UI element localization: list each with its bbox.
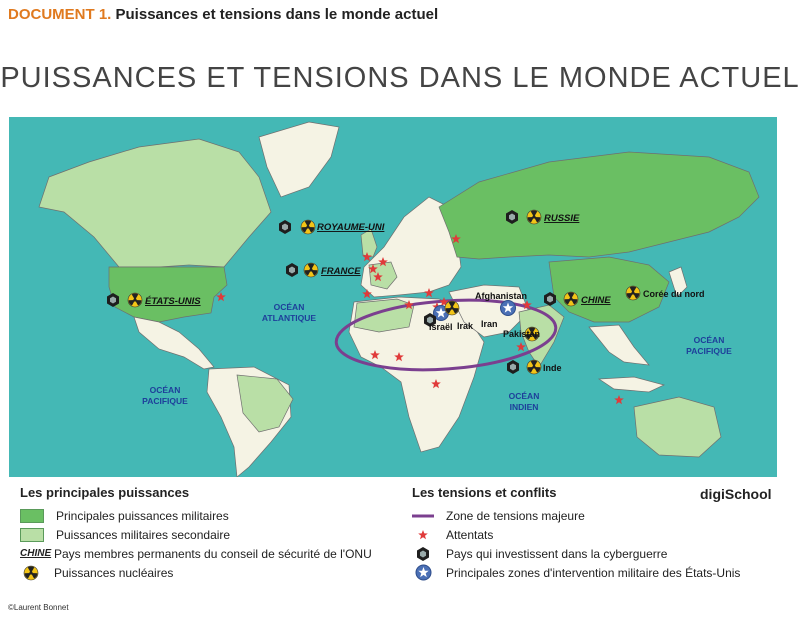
legend-row-permanent: [20, 544, 372, 563]
legend-row-cyber: [412, 544, 740, 563]
legend-tensions-title: Les tensions et conflits: [412, 485, 557, 500]
credit: ©Laurent Bonnet: [8, 603, 69, 612]
label-china: CHINE: [581, 295, 611, 306]
ocean-pacific-west-line2: PACIFIQUE: [142, 396, 188, 406]
legend-secondary-label: Puissances militaires secondaire: [56, 527, 231, 542]
world-map: [9, 117, 777, 477]
label-france: FRANCE: [321, 266, 361, 277]
label-india: Inde: [543, 363, 562, 373]
legend-major-label: Principales puissances militaires: [56, 508, 229, 523]
us-intervention-icon: [501, 301, 516, 316]
label-iraq: Irak: [457, 321, 474, 331]
hexagon-icon: [412, 546, 434, 562]
nuclear-icon: [20, 565, 42, 581]
legend-attacks-label: Attentats: [446, 527, 494, 542]
nuclear-icon: [564, 292, 578, 306]
legend-row-intervention: [412, 563, 740, 582]
ocean-pacific-east-line2: PACIFIQUE: [686, 346, 732, 356]
legend-nuclear-label: Puissances nucléaires: [54, 565, 174, 580]
ocean-pacific-west-line1: OCÉAN: [149, 385, 181, 395]
nuclear-icon: [128, 293, 142, 307]
legend-tensions: [412, 485, 740, 582]
legend-example-country: CHINE: [20, 548, 52, 559]
nuclear-icon: [445, 301, 459, 315]
legend-row-zone: [412, 506, 740, 525]
ocean-pacific-east-line1: OCÉAN: [693, 335, 725, 345]
ocean-indian-line1: OCÉAN: [508, 391, 540, 401]
legend-permanent-label: Pays membres permanents du conseil de sécurité de l'ONU: [54, 546, 372, 561]
star-icon: [412, 529, 434, 541]
major-power-swatch: [20, 509, 44, 523]
label-israel: Israël: [429, 322, 453, 332]
legend-powers: [20, 485, 372, 582]
legend-row-nuclear: [20, 563, 372, 582]
legend-row-major: [20, 506, 372, 525]
nuclear-icon: [527, 210, 541, 224]
document-title: Puissances et tensions dans le monde actuel: [115, 6, 439, 23]
document-header: [8, 6, 438, 23]
label-pakistan: Pakistan: [503, 329, 541, 339]
legend-row-secondary: [20, 525, 372, 544]
nuclear-icon: [626, 286, 640, 300]
label-uk: ROYAUME-UNI: [317, 222, 385, 233]
legend-powers-title: Les principales puissances: [20, 485, 190, 500]
legend-cyber-label: Pays qui investissent dans la cyberguerre: [446, 546, 668, 561]
ocean-indian-line2: INDIEN: [509, 402, 539, 412]
ocean-atlantic-line2: ATLANTIQUE: [261, 313, 317, 323]
nuclear-icon: [301, 220, 315, 234]
legend-zone-label: Zone de tensions majeure: [446, 508, 585, 523]
label-north-korea: Corée du nord: [643, 289, 705, 299]
nuclear-icon: [527, 360, 541, 374]
secondary-power-swatch: [20, 528, 44, 542]
label-usa: ÉTATS-UNIS: [145, 296, 201, 307]
us-intervention-icon: [412, 564, 434, 581]
label-russia: RUSSIE: [544, 213, 580, 224]
label-iran: Iran: [481, 319, 498, 329]
legend-intervention-label: Principales zones d'intervention militaire des États-Unis: [446, 565, 741, 580]
legend-row-attacks: [412, 525, 740, 544]
nuclear-icon: [304, 263, 318, 277]
ocean-atlantic-line1: OCÉAN: [273, 302, 305, 312]
label-afghanistan: Afghanistan: [475, 291, 528, 301]
brand-logo: digiSchool: [700, 486, 772, 502]
map-title: PUISSANCES ET TENSIONS DANS LE MONDE ACTUEL: [0, 62, 800, 94]
tension-line-icon: [412, 513, 434, 519]
document-tag: DOCUMENT 1.: [8, 6, 112, 23]
